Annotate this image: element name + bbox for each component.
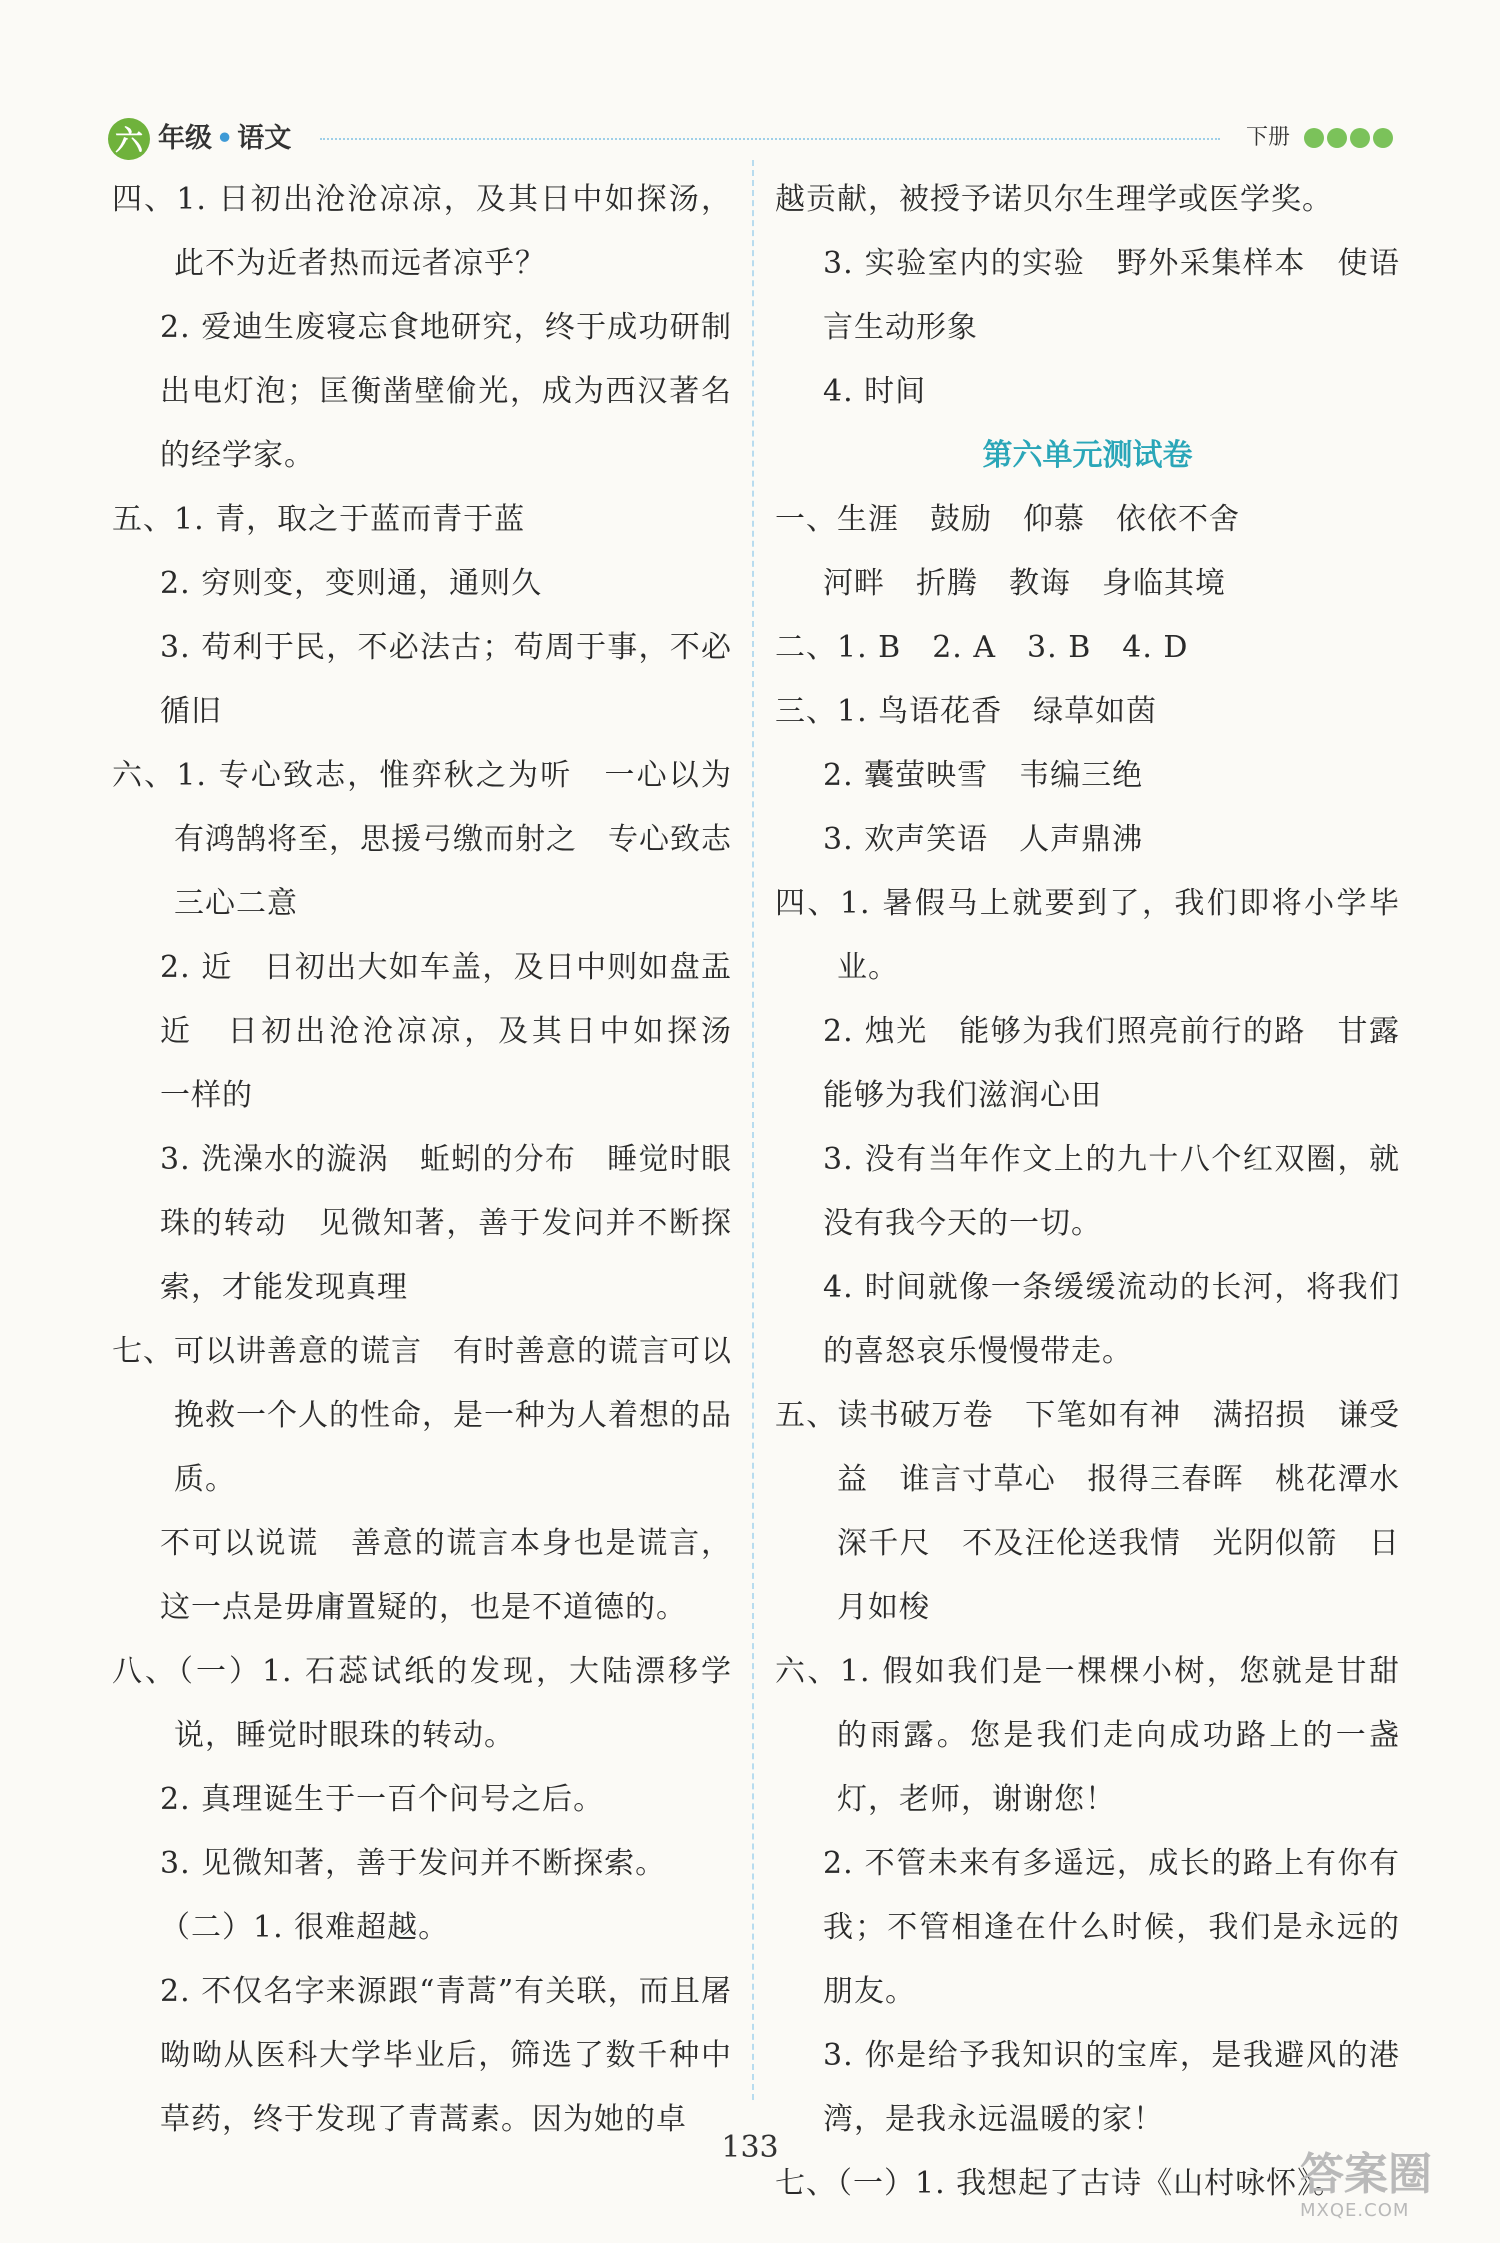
decoration-dot bbox=[1350, 128, 1370, 148]
grade-badge: 六 bbox=[108, 118, 150, 160]
answer-s4-3: 3. 没有当年作文上的九十八个红双圈，就没有我今天的一切。 bbox=[823, 1142, 1400, 1241]
answer-s5: 五、读书破万卷 下笔如有神 满招损 谦受益 谁言寸草心 报得三春晖 桃花潭水深千尺 不及汪伦送我情 光阴似箭 日月如梭 bbox=[775, 1398, 1400, 1625]
decoration-dot bbox=[1373, 128, 1393, 148]
answer-s3-1: 三、1. 鸟语花香 绿草如茵 bbox=[775, 694, 1158, 729]
answer-s1-line1: 一、生涯 鼓励 仰慕 依依不舍 bbox=[775, 502, 1240, 537]
volume-label: 下册 bbox=[1246, 125, 1291, 150]
header-separator-dot: • bbox=[216, 123, 234, 154]
answer-r-3: 3. 实验室内的实验 野外采集样本 使语言生动形象 bbox=[823, 246, 1400, 345]
right-column bbox=[775, 168, 1431, 2216]
header-dotted-rule bbox=[320, 138, 1220, 140]
answer-4-2: 2. 爱迪生废寝忘食地研究，终于成功研制出电灯泡；匡衡凿壁偷光，成为西汉著名的经学家。 bbox=[160, 310, 732, 473]
header-grade-label: 年级 bbox=[158, 123, 212, 154]
decoration-dot bbox=[1327, 128, 1347, 148]
answer-s6-3: 3. 你是给予我知识的宝库，是我避风的港湾，是我永远温暖的家！ bbox=[823, 2038, 1400, 2137]
answer-6-2: 2. 近 日初出大如车盖，及日中则如盘盂 近 日初出沧沧凉凉，及其日中如探汤 一样的 bbox=[160, 950, 763, 1113]
answer-s4-4: 4. 时间就像一条缓缓流动的长河，将我们的喜怒哀乐慢慢带走。 bbox=[823, 1270, 1400, 1369]
watermark-url: MXQE.COM bbox=[1300, 2200, 1410, 2221]
answer-6-1: 六、1. 专心致志，惟弈秋之为听 一心以为有鸿鹄将至，思援弓缴而射之 专心致志 三心二意 bbox=[112, 758, 763, 921]
answer-s6-1: 六、1. 假如我们是一棵棵小树，您就是甘甜的雨露。您是我们走向成功路上的一盏灯，老师，谢谢您！ bbox=[775, 1654, 1400, 1817]
answer-8-4: （二）1. 很难超越。 bbox=[160, 1910, 450, 1945]
answer-s6-2: 2. 不管未来有多遥远，成长的路上有你有我；不管相逢在什么时候，我们是永远的朋友。 bbox=[823, 1846, 1400, 2009]
left-column bbox=[112, 168, 763, 2152]
watermark-main: 答案圈 bbox=[1300, 2149, 1432, 2200]
answer-5-2: 2. 穷则变，变则通，通则久 bbox=[160, 566, 543, 601]
answer-r-4: 4. 时间 bbox=[823, 374, 927, 409]
answer-s7-1: 七、（一）1. 我想起了古诗《山村咏怀》。 bbox=[775, 2166, 1345, 2201]
answer-4-1: 四、1. 日初出沧沧凉凉，及其日中如探汤，此不为近者热而远者凉乎？ bbox=[112, 182, 732, 281]
answer-s1-line2: 河畔 折腾 教诲 身临其境 bbox=[823, 566, 1226, 601]
answer-8-3: 3. 见微知著，善于发问并不断探索。 bbox=[160, 1846, 667, 1881]
answer-s3-2: 2. 囊萤映雪 韦编三绝 bbox=[823, 758, 1144, 793]
page-header bbox=[0, 0, 1500, 160]
page-number: 133 bbox=[721, 2130, 779, 2165]
answer-s4-1: 四、1. 暑假马上就要到了，我们即将小学毕业。 bbox=[775, 886, 1400, 985]
answer-6-3: 3. 洗澡水的漩涡 蚯蚓的分布 睡觉时眼珠的转动 见微知著，善于发问并不断探索，才能发现真理 bbox=[160, 1142, 732, 1305]
answer-s2: 二、1. B 2. A 3. B 4. D bbox=[775, 630, 1189, 665]
answer-8-2: 2. 真理诞生于一百个问号之后。 bbox=[160, 1782, 605, 1817]
header-decoration-dots bbox=[1304, 128, 1393, 148]
answer-s4-2: 2. 烛光 能够为我们照亮前行的路 甘露 能够为我们滋润心田 bbox=[823, 1014, 1431, 1113]
answer-8-1: 八、（一）1. 石蕊试纸的发现，大陆漂移学说，睡觉时眼珠的转动。 bbox=[112, 1654, 732, 1753]
answer-5-1: 五、1. 青，取之于蓝而青于蓝 bbox=[112, 502, 526, 537]
answer-s3-3: 3. 欢声笑语 人声鼎沸 bbox=[823, 822, 1144, 857]
answer-continued: 越贡献，被授予诺贝尔生理学或医学奖。 bbox=[775, 182, 1333, 217]
header-subject-label: 语文 bbox=[237, 123, 292, 154]
column-divider bbox=[752, 160, 754, 2100]
answer-5-3: 3. 苟利于民，不必法古；苟周于事，不必循旧 bbox=[160, 630, 732, 729]
section-title: 第六单元测试卷 bbox=[982, 438, 1193, 473]
answer-7-1: 七、可以讲善意的谎言 有时善意的谎言可以挽救一个人的性命，是一种为人着想的品质。 bbox=[112, 1334, 732, 1497]
answer-7-2: 不可以说谎 善意的谎言本身也是谎言，这一点是毋庸置疑的，也是不道德的。 bbox=[160, 1526, 732, 1625]
decoration-dot bbox=[1304, 128, 1324, 148]
answer-8-5: 2. 不仅名字来源跟“青蒿”有关联，而且屠呦呦从医科大学毕业后，筛选了数千种中草药，终于发现了青蒿素。因为她的卓 bbox=[160, 1974, 732, 2137]
watermark-logo bbox=[1300, 2150, 1490, 2235]
header-title bbox=[158, 118, 291, 160]
